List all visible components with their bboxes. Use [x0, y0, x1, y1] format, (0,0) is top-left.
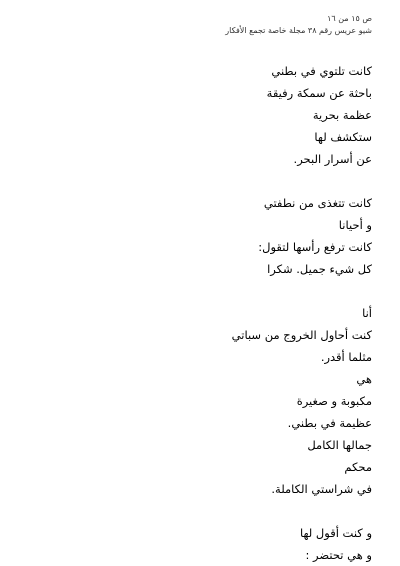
poem-line: عظمة بحرية: [312, 108, 372, 122]
poem-line: هي: [356, 372, 372, 386]
poem-line: عن أسرار البحر.: [293, 152, 372, 166]
poem-line: جمالها الكامل: [307, 438, 372, 452]
poem-line: كانت تتغذى من نطفتي: [263, 196, 372, 210]
document-header: شيو عريس رقم ٣٨ مجلة خاصة تجمع الأفكار: [225, 26, 372, 35]
stanza-break: [0, 170, 372, 192]
poem-body: [0, 60, 372, 566]
poem-line: عظيمة في بطني.: [287, 416, 372, 430]
poem-line: كل شيء جميل. شكرا: [267, 262, 372, 276]
stanza-break: [0, 500, 372, 522]
poem-line: أنا: [362, 306, 372, 320]
poem-line: كنت أحاول الخروج من سباتي: [231, 328, 372, 342]
page-number: ص ١٥ من ١٦: [327, 14, 372, 23]
poem-line: باحثة عن سمكة رفيقة: [266, 86, 372, 100]
poem-line: في شراستي الكاملة.: [271, 482, 372, 496]
poem-line: مكبوبة و صغيرة: [296, 394, 372, 408]
poem-line: كانت ترفع رأسها لتقول:: [258, 240, 372, 254]
poem-line: محكم: [344, 460, 372, 474]
poem-line: ستكشف لها: [314, 130, 372, 144]
poem-line: و كنت أقول لها: [299, 526, 372, 540]
poem-line: و هي تحتضر :: [305, 548, 372, 562]
poem-line: كانت تلتوي في بطني: [271, 64, 372, 78]
stanza-break: [0, 280, 372, 302]
poem-line: مثلما أقدر.: [320, 350, 372, 364]
poem-line: و أحيانا: [338, 218, 372, 232]
